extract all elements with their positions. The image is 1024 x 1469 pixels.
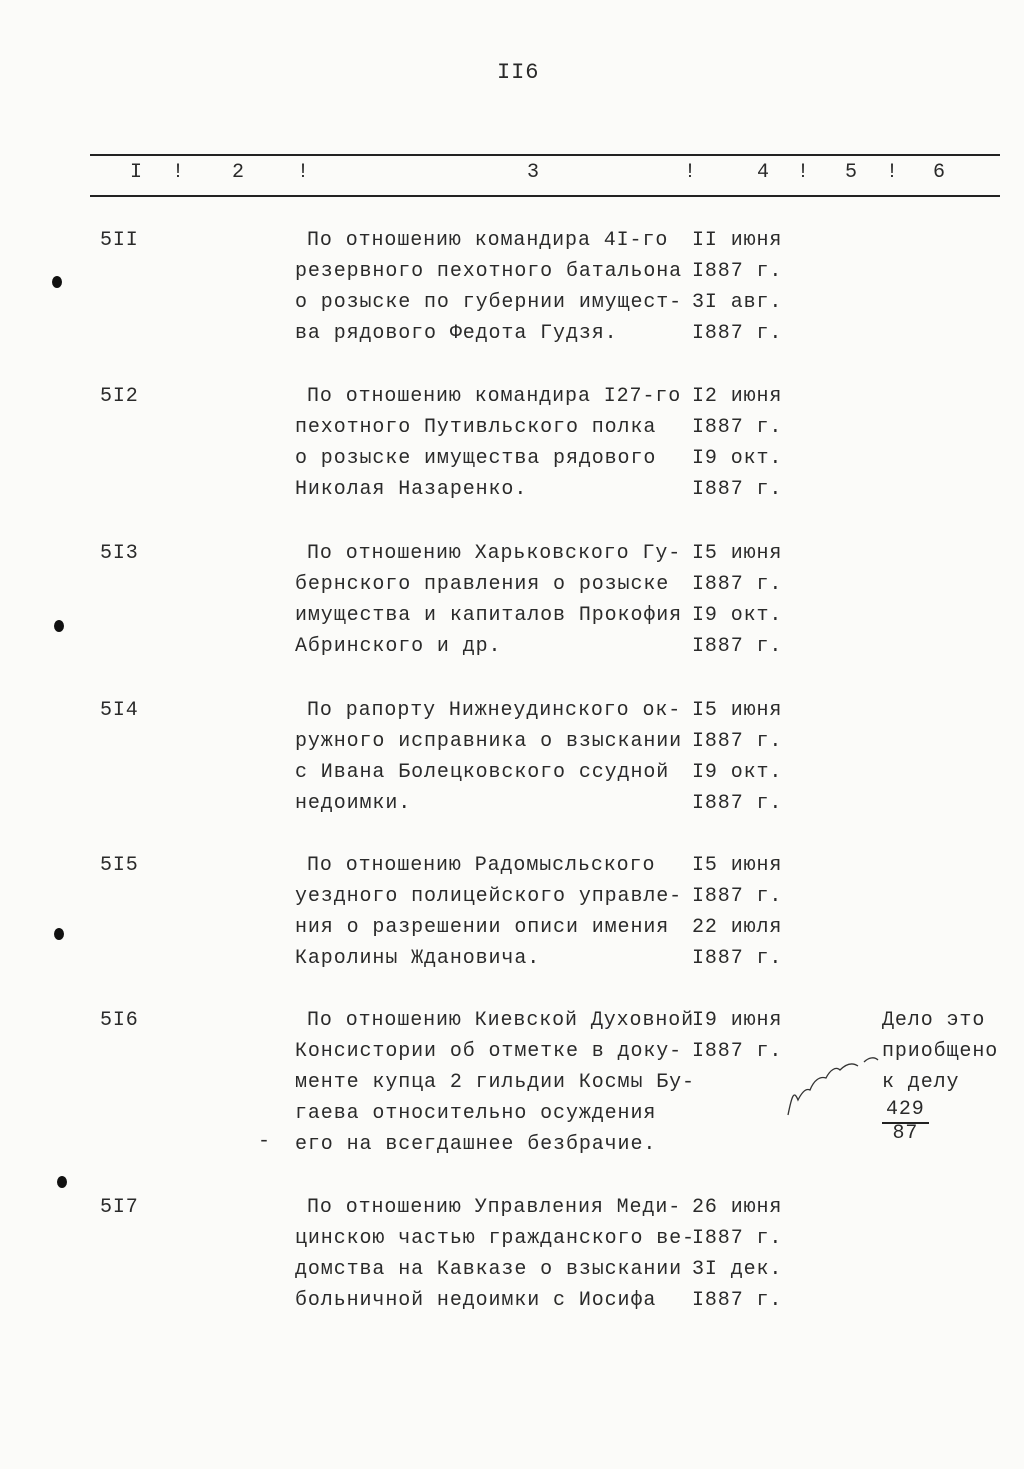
entry-number: 5II	[100, 229, 139, 252]
date-line: I9 окт.	[692, 447, 783, 470]
description-line: уездного полицейского управле-	[295, 885, 683, 908]
date-line: I887 г.	[692, 947, 783, 970]
description-line: ружного исправника о взыскании	[295, 730, 683, 753]
date-line: I887 г.	[692, 730, 783, 753]
note-line: к делу	[882, 1071, 960, 1094]
date-line: I5 июня	[692, 854, 783, 877]
entry-number: 5I3	[100, 542, 139, 565]
date-line: I9 окт.	[692, 761, 783, 784]
date-line: I887 г.	[692, 322, 783, 345]
entry-dates	[692, 1005, 782, 1067]
date-line: I2 июня	[692, 385, 783, 408]
date-line: I887 г.	[692, 885, 783, 908]
entry-description	[295, 695, 682, 819]
entry-description	[295, 1192, 695, 1316]
date-line: I9 июня	[692, 1009, 783, 1032]
description-line: Николая Назаренко.	[295, 478, 528, 501]
column-header-4: 4	[757, 161, 770, 184]
description-line: цинскою частью гражданского ве-	[295, 1227, 695, 1250]
description-line: пехотного Путивльского полка	[295, 416, 657, 439]
entry-description	[295, 538, 682, 662]
description-line: больничной недоимки с Иосифа	[295, 1289, 657, 1312]
entry-number: 5I4	[100, 699, 139, 722]
description-line: с Ивана Болецковского ссудной	[295, 761, 670, 784]
entry-dates	[692, 1192, 782, 1316]
column-separator: !	[172, 161, 185, 184]
column-header-6: 6	[933, 161, 946, 184]
column-separator: !	[886, 161, 899, 184]
entry-description	[295, 381, 681, 505]
entry-dates	[692, 225, 782, 349]
date-line: 26 июня	[692, 1196, 783, 1219]
column-header-2: 2	[232, 161, 245, 184]
table-header-rule	[90, 195, 1000, 197]
description-line: По рапорту Нижнеудинского ок-	[307, 699, 682, 722]
date-line: I887 г.	[692, 792, 783, 815]
page-number: II6	[497, 60, 540, 85]
description-line: недоимки.	[295, 792, 412, 815]
binding-hole-mark	[54, 620, 64, 632]
date-line: I9 окт.	[692, 604, 783, 627]
binding-hole-mark	[52, 276, 62, 288]
date-line: I5 июня	[692, 542, 783, 565]
entry-note	[882, 1005, 998, 1145]
date-line: I887 г.	[692, 573, 783, 596]
margin-dash: -	[258, 1130, 271, 1153]
description-line: гаева относительно осуждения	[295, 1102, 657, 1125]
note-line: Дело это	[882, 1009, 986, 1032]
column-separator: !	[797, 161, 810, 184]
description-line: По отношению командира 4I-го	[307, 229, 669, 252]
date-line: I5 июня	[692, 699, 783, 722]
column-header-3: 3	[527, 161, 540, 184]
date-line: I887 г.	[692, 260, 783, 283]
column-separator: !	[297, 161, 310, 184]
date-line: I887 г.	[692, 478, 783, 501]
entry-description	[295, 225, 682, 349]
entry-number: 5I2	[100, 385, 139, 408]
description-line: Консистории об отметке в доку-	[295, 1040, 683, 1063]
column-header-1: I	[130, 161, 143, 184]
description-line: менте купца 2 гильдии Космы Бу-	[295, 1071, 695, 1094]
date-line: 3I авг.	[692, 291, 783, 314]
date-line: I887 г.	[692, 635, 783, 658]
description-line: По отношению Управления Меди-	[307, 1196, 682, 1219]
description-line: Каролины Ждановича.	[295, 947, 541, 970]
description-line: его на всегдашнее безбрачие.	[295, 1133, 657, 1156]
column-separator: !	[684, 161, 697, 184]
description-line: о розыске по губернии имущест-	[295, 291, 683, 314]
case-year: 87	[892, 1122, 919, 1145]
entry-description	[295, 1005, 695, 1160]
description-line: По отношению командира I27-го	[307, 385, 682, 408]
case-number: 429	[882, 1098, 929, 1124]
date-line: 3I дек.	[692, 1258, 783, 1281]
entry-dates	[692, 381, 782, 505]
entry-number: 5I6	[100, 1009, 139, 1032]
entry-dates	[692, 695, 782, 819]
date-line: I887 г.	[692, 1289, 783, 1312]
description-line: По отношению Радомысльского	[307, 854, 656, 877]
handwritten-signature	[780, 1040, 880, 1120]
date-line: I887 г.	[692, 416, 783, 439]
date-line: I887 г.	[692, 1040, 783, 1063]
description-line: ва рядового Федота Гудзя.	[295, 322, 618, 345]
date-line: II июня	[692, 229, 783, 252]
entry-description	[295, 850, 682, 974]
binding-hole-mark	[57, 1176, 67, 1188]
description-line: имущества и капиталов Прокофия	[295, 604, 683, 627]
entry-number: 5I5	[100, 854, 139, 877]
table-top-rule	[90, 154, 1000, 156]
entry-number: 5I7	[100, 1196, 139, 1219]
entry-dates	[692, 538, 782, 662]
binding-hole-mark	[54, 928, 64, 940]
date-line: 22 июля	[692, 916, 783, 939]
column-header-5: 5	[845, 161, 858, 184]
description-line: о розыске имущества рядового	[295, 447, 657, 470]
description-line: ния о разрешении описи имения	[295, 916, 670, 939]
entry-dates	[692, 850, 782, 974]
description-line: По отношению Харьковского Гу-	[307, 542, 682, 565]
date-line: I887 г.	[692, 1227, 783, 1250]
description-line: домства на Кавказе о взыскании	[295, 1258, 683, 1281]
case-reference	[882, 1098, 929, 1144]
description-line: Абринского и др.	[295, 635, 502, 658]
description-line: резервного пехотного батальона	[295, 260, 683, 283]
description-line: По отношению Киевской Духовной	[307, 1009, 695, 1032]
description-line: бернского правления о розыске	[295, 573, 670, 596]
note-line: приобщено	[882, 1040, 999, 1063]
